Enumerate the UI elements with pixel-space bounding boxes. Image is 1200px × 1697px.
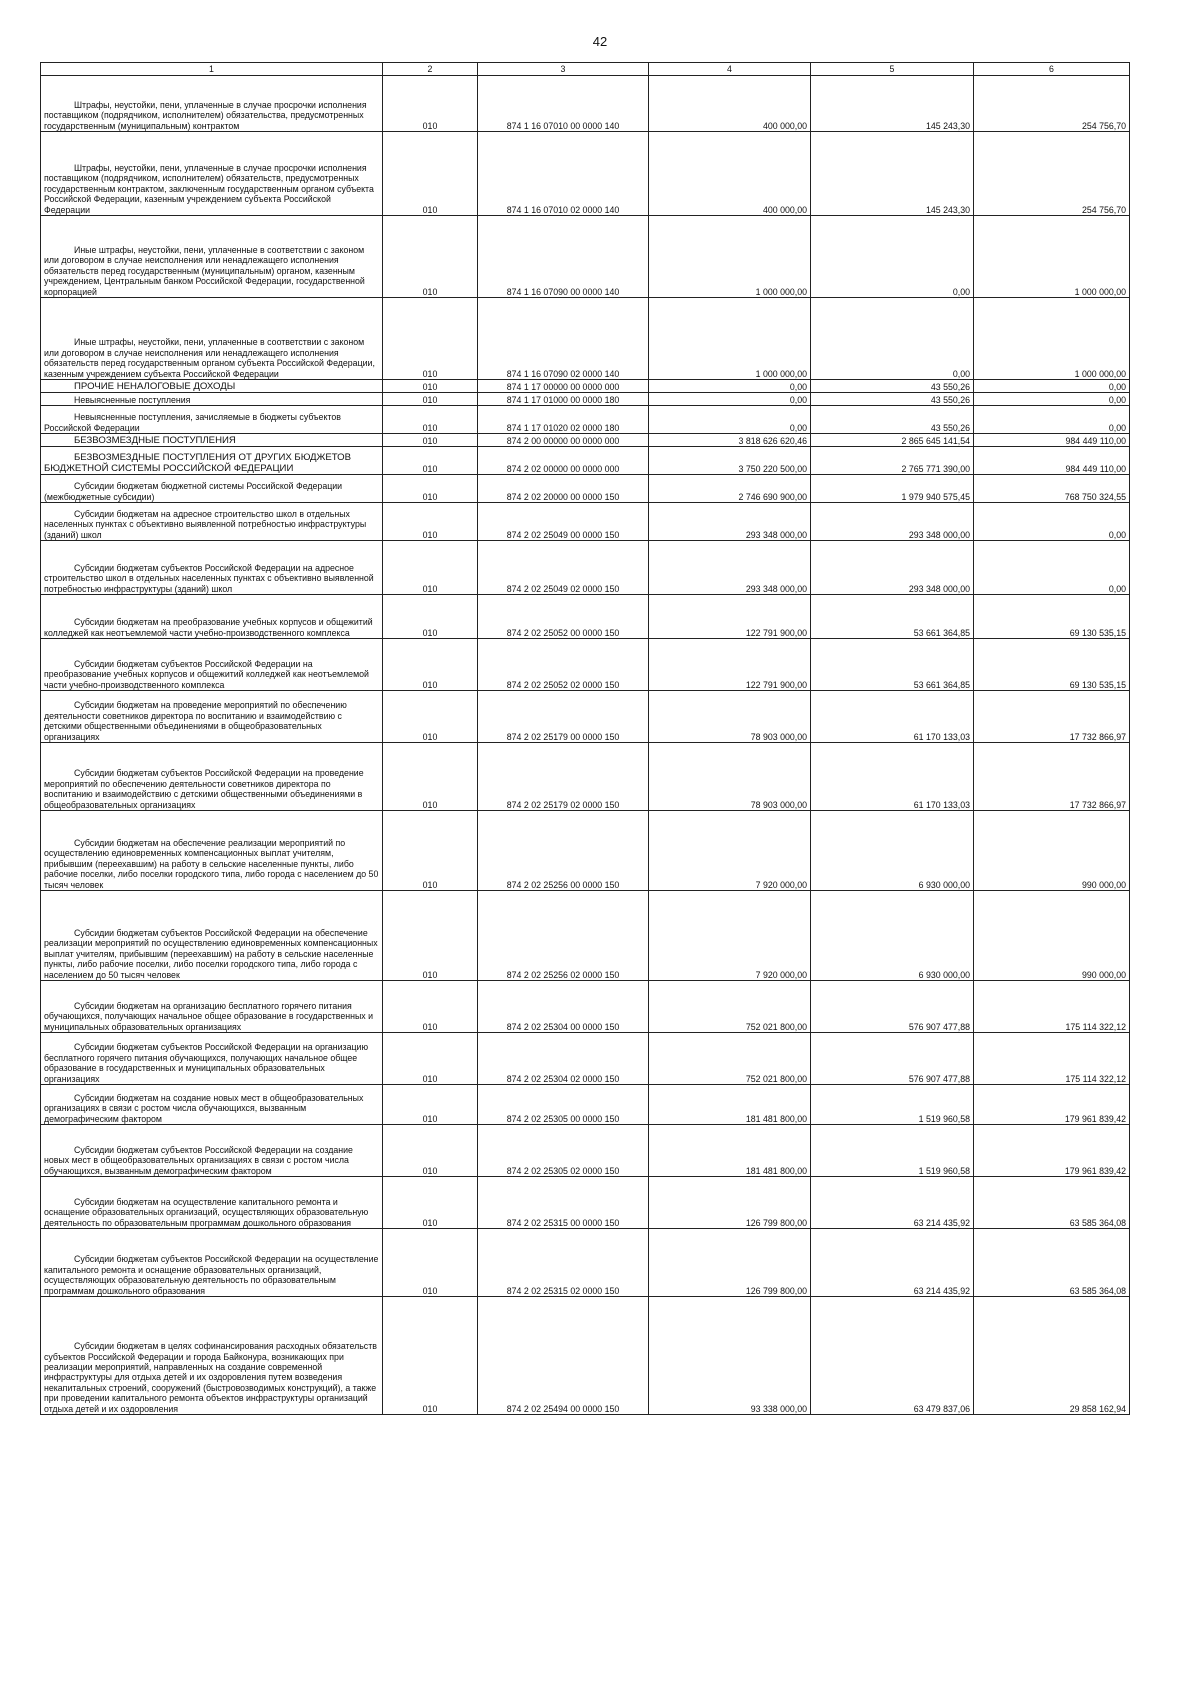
row-code-cell: 010 — [383, 475, 478, 503]
row-approved-cell: 1 000 000,00 — [649, 298, 811, 380]
table-row — [41, 76, 1130, 132]
row-approved-cell: 126 799 800,00 — [649, 1177, 811, 1229]
row-unexecuted-cell: 63 585 364,08 — [974, 1177, 1130, 1229]
row-unexecuted-cell: 0,00 — [974, 406, 1130, 434]
table-row — [41, 891, 1130, 981]
row-unexecuted-cell: 254 756,70 — [974, 76, 1130, 132]
row-kbk-cell: 874 1 16 07010 00 0000 140 — [478, 76, 649, 132]
row-kbk-cell: 874 1 17 01020 02 0000 180 — [478, 406, 649, 434]
row-unexecuted-cell: 69 130 535,15 — [974, 639, 1130, 691]
row-approved-cell: 181 481 800,00 — [649, 1085, 811, 1125]
row-executed-cell: 145 243,30 — [811, 76, 974, 132]
row-code-cell: 010 — [383, 406, 478, 434]
row-name-text: Невыясненные поступления, зачисляемые в бюджеты субъектов Российской Федерации — [44, 412, 341, 433]
row-executed-cell: 293 348 000,00 — [811, 541, 974, 595]
row-executed-cell: 43 550,26 — [811, 393, 974, 406]
column-header: 5 — [811, 63, 974, 76]
row-approved-cell: 752 021 800,00 — [649, 981, 811, 1033]
row-kbk-cell: 874 2 02 25304 02 0000 150 — [478, 1033, 649, 1085]
row-approved-cell: 0,00 — [649, 380, 811, 393]
row-name-text: Иные штрафы, неустойки, пени, уплаченные в соответствии с законом или договором в случае неисполнения или ненадлежащего исполнения обязательств перед государственным органом субъекта Российской Федерации, казенным учреждением субъекта Российской Федерации — [44, 337, 375, 379]
row-name-cell — [41, 132, 383, 216]
row-name-cell — [41, 691, 383, 743]
table-row — [41, 541, 1130, 595]
row-unexecuted-cell: 175 114 322,12 — [974, 1033, 1130, 1085]
table-row — [41, 380, 1130, 393]
row-unexecuted-cell: 69 130 535,15 — [974, 595, 1130, 639]
row-executed-cell: 43 550,26 — [811, 380, 974, 393]
row-name-cell — [41, 1085, 383, 1125]
row-code-cell: 010 — [383, 380, 478, 393]
row-executed-cell: 1 519 960,58 — [811, 1125, 974, 1177]
row-code-cell: 010 — [383, 1125, 478, 1177]
row-name-cell — [41, 743, 383, 811]
row-name-cell — [41, 406, 383, 434]
table-row — [41, 393, 1130, 406]
row-kbk-cell: 874 2 02 25315 02 0000 150 — [478, 1229, 649, 1297]
row-name-text: БЕЗВОЗМЕЗДНЫЕ ПОСТУПЛЕНИЯ — [74, 434, 236, 446]
row-kbk-cell: 874 2 02 25256 00 0000 150 — [478, 811, 649, 891]
row-kbk-cell: 874 2 02 25052 02 0000 150 — [478, 639, 649, 691]
row-code-cell: 010 — [383, 132, 478, 216]
row-name-cell — [41, 298, 383, 380]
table-row — [41, 1085, 1130, 1125]
row-name-cell — [41, 891, 383, 981]
row-unexecuted-cell: 984 449 110,00 — [974, 447, 1130, 475]
row-executed-cell: 63 214 435,92 — [811, 1177, 974, 1229]
row-kbk-cell: 874 1 16 07090 02 0000 140 — [478, 298, 649, 380]
page-number: 42 — [592, 34, 608, 49]
row-name-text: Субсидии бюджетам субъектов Российской Федерации на организацию бесплатного горячего питания обучающихся, получающих начальное общее образование в государственных и муниципальных образовательных организациях — [44, 1042, 369, 1084]
row-name-cell — [41, 393, 383, 406]
row-approved-cell: 3 750 220 500,00 — [649, 447, 811, 475]
row-approved-cell: 126 799 800,00 — [649, 1229, 811, 1297]
row-code-cell: 010 — [383, 541, 478, 595]
row-kbk-cell: 874 2 02 00000 00 0000 000 — [478, 447, 649, 475]
row-unexecuted-cell: 1 000 000,00 — [974, 216, 1130, 298]
row-approved-cell: 293 348 000,00 — [649, 541, 811, 595]
row-name-cell — [41, 447, 383, 475]
row-approved-cell: 0,00 — [649, 393, 811, 406]
row-kbk-cell: 874 2 02 25315 00 0000 150 — [478, 1177, 649, 1229]
row-kbk-cell: 874 2 02 25305 02 0000 150 — [478, 1125, 649, 1177]
table-row — [41, 132, 1130, 216]
row-name-cell — [41, 541, 383, 595]
row-executed-cell: 6 930 000,00 — [811, 811, 974, 891]
column-header: 2 — [383, 63, 478, 76]
row-code-cell: 010 — [383, 298, 478, 380]
row-kbk-cell: 874 1 17 01000 00 0000 180 — [478, 393, 649, 406]
row-executed-cell: 43 550,26 — [811, 406, 974, 434]
row-approved-cell: 78 903 000,00 — [649, 743, 811, 811]
row-approved-cell: 1 000 000,00 — [649, 216, 811, 298]
row-name-text: Невыясненные поступления — [74, 394, 191, 405]
row-kbk-cell: 874 2 02 25304 00 0000 150 — [478, 981, 649, 1033]
row-name-cell — [41, 503, 383, 541]
row-executed-cell: 576 907 477,88 — [811, 981, 974, 1033]
row-kbk-cell: 874 1 17 00000 00 0000 000 — [478, 380, 649, 393]
row-kbk-cell: 874 2 02 25256 02 0000 150 — [478, 891, 649, 981]
row-executed-cell: 6 930 000,00 — [811, 891, 974, 981]
row-kbk-cell: 874 2 02 25494 00 0000 150 — [478, 1297, 649, 1415]
row-kbk-cell: 874 2 02 25049 02 0000 150 — [478, 541, 649, 595]
row-unexecuted-cell: 768 750 324,55 — [974, 475, 1130, 503]
row-name-text: Субсидии бюджетам на обеспечение реализации мероприятий по осуществлению единовременных компенсационных выплат учителям, прибывшим (переехавшим) на работу в сельские населенные пункты, либо рабочие поселки, либо поселки городского типа, либо города с населением до 50 тысяч человек — [44, 837, 379, 890]
row-name-text: Субсидии бюджетам субъектов Российской Федерации на обеспечение реализации мероприятий по осуществлению единовременных компенсационных выплат учителям, прибывшим (переехавшим) на работу в сельские населенные пункты, либо рабочие поселки, либо поселки городского типа, либо города с населением до 50 тысяч человек — [44, 927, 378, 980]
row-executed-cell: 145 243,30 — [811, 132, 974, 216]
row-approved-cell: 7 920 000,00 — [649, 891, 811, 981]
row-name-text: Штрафы, неустойки, пени, уплаченные в случае просрочки исполнения поставщиком (подрядчиком, исполнителем) обязательства, предусмотренных государственным (муниципальным) контрактом — [44, 99, 367, 131]
row-unexecuted-cell: 17 732 866,97 — [974, 743, 1130, 811]
row-executed-cell: 1 519 960,58 — [811, 1085, 974, 1125]
row-unexecuted-cell: 0,00 — [974, 380, 1130, 393]
row-unexecuted-cell: 0,00 — [974, 541, 1130, 595]
row-code-cell: 010 — [383, 1229, 478, 1297]
row-code-cell: 010 — [383, 743, 478, 811]
row-unexecuted-cell: 0,00 — [974, 503, 1130, 541]
table-row — [41, 406, 1130, 434]
row-unexecuted-cell: 17 732 866,97 — [974, 691, 1130, 743]
row-executed-cell: 2 865 645 141,54 — [811, 434, 974, 447]
row-code-cell: 010 — [383, 1085, 478, 1125]
row-kbk-cell: 874 2 02 20000 00 0000 150 — [478, 475, 649, 503]
row-name-text: Субсидии бюджетам на организацию бесплатного горячего питания обучающихся, получающих начальное общее образование в государственных и муниципальных образовательных организациях — [44, 1000, 374, 1032]
row-code-cell: 010 — [383, 434, 478, 447]
row-kbk-cell: 874 2 02 25305 00 0000 150 — [478, 1085, 649, 1125]
row-unexecuted-cell: 990 000,00 — [974, 811, 1130, 891]
row-executed-cell: 63 479 837,06 — [811, 1297, 974, 1415]
row-executed-cell: 61 170 133,03 — [811, 691, 974, 743]
table-row — [41, 434, 1130, 447]
row-executed-cell: 2 765 771 390,00 — [811, 447, 974, 475]
row-code-cell: 010 — [383, 1033, 478, 1085]
row-approved-cell: 78 903 000,00 — [649, 691, 811, 743]
row-name-text: Субсидии бюджетам на преобразование учебных корпусов и общежитий колледжей как неотъемлемой части учебно-производственного комплекса — [44, 617, 373, 638]
row-kbk-cell: 874 2 02 25179 00 0000 150 — [478, 691, 649, 743]
row-name-text: Иные штрафы, неустойки, пени, уплаченные в соответствии с законом или договором в случае неисполнения или ненадлежащего исполнения обязательств перед государственным (муниципальным) органом, казенным учреждением, Центральным банком Российской Федерации, государственной корпорацией — [44, 244, 365, 297]
row-unexecuted-cell: 179 961 839,42 — [974, 1125, 1130, 1177]
column-header: 4 — [649, 63, 811, 76]
row-code-cell: 010 — [383, 503, 478, 541]
row-approved-cell: 3 818 626 620,46 — [649, 434, 811, 447]
column-header: 3 — [478, 63, 649, 76]
row-executed-cell: 61 170 133,03 — [811, 743, 974, 811]
table-row — [41, 595, 1130, 639]
row-approved-cell: 0,00 — [649, 406, 811, 434]
row-name-text: Субсидии бюджетам субъектов Российской Федерации на создание новых мест в общеобразовательных организациях в связи с ростом числа обучающихся, вызванным демографическим фактором — [44, 1144, 353, 1176]
row-unexecuted-cell: 179 961 839,42 — [974, 1085, 1130, 1125]
row-unexecuted-cell: 175 114 322,12 — [974, 981, 1130, 1033]
row-name-cell — [41, 639, 383, 691]
row-executed-cell: 53 661 364,85 — [811, 639, 974, 691]
row-executed-cell: 63 214 435,92 — [811, 1229, 974, 1297]
row-approved-cell: 2 746 690 900,00 — [649, 475, 811, 503]
row-unexecuted-cell: 254 756,70 — [974, 132, 1130, 216]
row-name-cell — [41, 811, 383, 891]
table-row — [41, 475, 1130, 503]
row-approved-cell: 181 481 800,00 — [649, 1125, 811, 1177]
revenue-table — [40, 62, 1130, 1415]
row-approved-cell: 122 791 900,00 — [649, 595, 811, 639]
row-code-cell: 010 — [383, 595, 478, 639]
row-code-cell: 010 — [383, 216, 478, 298]
table-row — [41, 1177, 1130, 1229]
row-name-text: БЕЗВОЗМЕЗДНЫЕ ПОСТУПЛЕНИЯ ОТ ДРУГИХ БЮДЖЕТОВ БЮДЖЕТНОЙ СИСТЕМЫ РОССИЙСКОЙ ФЕДЕРАЦИИ — [44, 452, 352, 474]
row-name-cell — [41, 981, 383, 1033]
table-row — [41, 447, 1130, 475]
row-executed-cell: 576 907 477,88 — [811, 1033, 974, 1085]
row-name-text: Субсидии бюджетам на адресное строительство школ в отдельных населенных пунктах с объективно выявленной потребностью инфраструктуры (зданий) школ — [44, 508, 367, 540]
table-row — [41, 743, 1130, 811]
row-name-text: Субсидии бюджетам субъектов Российской Федерации на осуществление капитального ремонта и оснащение образовательных организаций, осуществляющих образовательную деятельность по образовательным программам дошкольного образования — [44, 1254, 379, 1296]
row-unexecuted-cell: 29 858 162,94 — [974, 1297, 1130, 1415]
row-name-cell — [41, 1125, 383, 1177]
row-code-cell: 010 — [383, 691, 478, 743]
row-code-cell: 010 — [383, 393, 478, 406]
row-kbk-cell: 874 2 02 25049 00 0000 150 — [478, 503, 649, 541]
row-name-text: Субсидии бюджетам субъектов Российской Федерации на адресное строительство школ в отдельных населенных пунктах с объективно выявленной потребностью инфраструктуры (зданий) школ — [44, 562, 374, 594]
row-approved-cell: 7 920 000,00 — [649, 811, 811, 891]
row-approved-cell: 293 348 000,00 — [649, 503, 811, 541]
row-name-text: Субсидии бюджетам бюджетной системы Российской Федерации (межбюджетные субсидии) — [44, 481, 343, 502]
table-row — [41, 1297, 1130, 1415]
row-name-text: Субсидии бюджетам на осуществление капитального ремонта и оснащение образовательных организаций, осуществляющих образовательную деятельность по образовательным программам дошкольного образования — [44, 1196, 369, 1228]
table-row — [41, 981, 1130, 1033]
row-approved-cell: 93 338 000,00 — [649, 1297, 811, 1415]
row-kbk-cell: 874 2 02 25052 00 0000 150 — [478, 595, 649, 639]
row-name-cell — [41, 1177, 383, 1229]
row-code-cell: 010 — [383, 981, 478, 1033]
row-kbk-cell: 874 1 16 07090 00 0000 140 — [478, 216, 649, 298]
row-code-cell: 010 — [383, 447, 478, 475]
table-row — [41, 503, 1130, 541]
row-name-text: Субсидии бюджетам субъектов Российской Федерации на проведение мероприятий по обеспечению деятельности советников директора по воспитанию и взаимодействию с детскими общественными объединениями в общеобразовательных организациях — [44, 768, 364, 810]
row-code-cell: 010 — [383, 76, 478, 132]
row-executed-cell: 0,00 — [811, 216, 974, 298]
row-code-cell: 010 — [383, 639, 478, 691]
column-header-row — [41, 63, 1130, 76]
row-name-text: Субсидии бюджетам на проведение мероприятий по обеспечению деятельности советников директора по воспитанию и взаимодействию с детскими общественными объединениями в общеобразовательных организациях — [44, 700, 347, 742]
row-name-cell — [41, 434, 383, 447]
table-row — [41, 298, 1130, 380]
row-approved-cell: 400 000,00 — [649, 76, 811, 132]
row-executed-cell: 0,00 — [811, 298, 974, 380]
row-executed-cell: 53 661 364,85 — [811, 595, 974, 639]
row-approved-cell: 122 791 900,00 — [649, 639, 811, 691]
row-executed-cell: 1 979 940 575,45 — [811, 475, 974, 503]
row-code-cell: 010 — [383, 811, 478, 891]
table-row — [41, 1033, 1130, 1085]
row-kbk-cell: 874 1 16 07010 02 0000 140 — [478, 132, 649, 216]
table-row — [41, 1125, 1130, 1177]
table-row — [41, 1229, 1130, 1297]
row-unexecuted-cell: 990 000,00 — [974, 891, 1130, 981]
row-code-cell: 010 — [383, 1297, 478, 1415]
row-name-text: Субсидии бюджетам на создание новых мест в общеобразовательных организациях в связи с ростом числа обучающихся, вызванным демографическим фактором — [44, 1092, 364, 1124]
row-unexecuted-cell: 63 585 364,08 — [974, 1229, 1130, 1297]
row-name-cell — [41, 1229, 383, 1297]
row-name-text: ПРОЧИЕ НЕНАЛОГОВЫЕ ДОХОДЫ — [74, 380, 236, 392]
row-approved-cell: 400 000,00 — [649, 132, 811, 216]
row-unexecuted-cell: 984 449 110,00 — [974, 434, 1130, 447]
row-name-cell — [41, 1297, 383, 1415]
row-code-cell: 010 — [383, 1177, 478, 1229]
row-name-cell — [41, 216, 383, 298]
row-kbk-cell: 874 2 02 25179 02 0000 150 — [478, 743, 649, 811]
row-name-cell — [41, 595, 383, 639]
table-row — [41, 691, 1130, 743]
row-unexecuted-cell: 0,00 — [974, 393, 1130, 406]
row-name-cell — [41, 1033, 383, 1085]
row-name-text: Субсидии бюджетам в целях софинансирования расходных обязательств субъектов Российской Федерации и города Байконура, возникающих при реализации мероприятий, направленных на создание современной инфраструктуры для отдыха детей и их оздоровления путем возведения некапитальных строений, сооружений (быстровозводимых конструкций), а также при проведении капитального ремонта объектов инфраструктуры организаций отдыха детей и их оздоровления — [44, 1341, 377, 1414]
table-row — [41, 216, 1130, 298]
row-name-cell — [41, 475, 383, 503]
row-unexecuted-cell: 1 000 000,00 — [974, 298, 1130, 380]
row-name-text: Субсидии бюджетам субъектов Российской Федерации на преобразование учебных корпусов и общежитий колледжей как неотъемлемой части учебно-производственного комплекса — [44, 658, 369, 690]
row-name-text: Штрафы, неустойки, пени, уплаченные в случае просрочки исполнения поставщиком (подрядчиком, исполнителем) обязательств, предусмотренных государственным контрактом, заключенным государственным органом субъекта Российской Федерации, казенным учреждением субъекта Российской Федерации — [44, 162, 374, 215]
column-header: 6 — [974, 63, 1130, 76]
row-name-cell — [41, 76, 383, 132]
column-header: 1 — [41, 63, 383, 76]
row-kbk-cell: 874 2 00 00000 00 0000 000 — [478, 434, 649, 447]
row-name-cell — [41, 380, 383, 393]
row-approved-cell: 752 021 800,00 — [649, 1033, 811, 1085]
table-row — [41, 639, 1130, 691]
row-executed-cell: 293 348 000,00 — [811, 503, 974, 541]
table-row — [41, 811, 1130, 891]
row-code-cell: 010 — [383, 891, 478, 981]
